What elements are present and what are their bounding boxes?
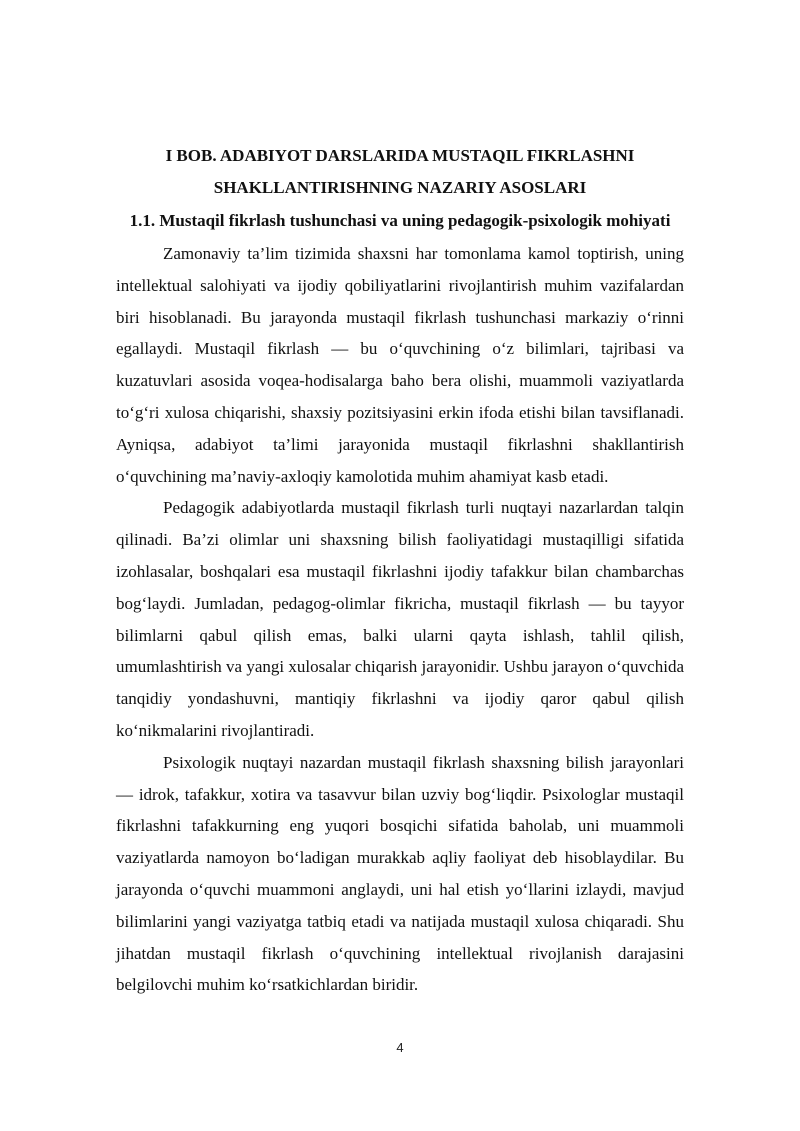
paragraph-1: Zamonaviy ta’lim tizimida shaxsni har tomonlama kamol toptirish, uning intellektual salohiyati va ijodiy qobiliyatlarini rivojlantirish muhim vazifalardan biri hisoblanadi. Bu jarayonda mustaqil fikrlash tushunchasi markaziy o‘rinni egallaydi. Mustaqil fikrlash — bu o‘quvchining o‘z bilimlari, tajribasi va kuzatuvlari asosida voqea-hodisalarga baho bera olishi, muammoli vaziyatlarda to‘g‘ri xulosa chiqarishi, shaxsiy pozitsiyasini erkin ifoda etishi bilan tavsiflanadi. Ayniqsa, adabiyot ta’limi jarayonida mustaqil fikrlashni shakllantirish o‘quvchining ma’naviy-axloqiy kamolotida muhim ahamiyat kasb etadi. [116, 244, 684, 486]
chapter-title [116, 140, 684, 204]
chapter-title-line-2: SHAKLLANTIRISHNING NAZARIY ASOSLARI [213, 178, 587, 197]
section-title: 1.1. Mustaqil fikrlash tushunchasi va uning pedagogik-psixologik mohiyati [129, 211, 671, 230]
page-number: 4 [396, 1040, 404, 1055]
paragraph-3: Psixologik nuqtayi nazardan mustaqil fikrlash shaxsning bilish jarayonlari — idrok, tafakkur, xotira va tasavvur bilan uzviy bog‘liqdir. Psixologlar mustaqil fikrlashni tafakkurning eng yuqori bosqichi sifatida baholab, uni muammoli vaziyatlarda namoyon bo‘ladigan murakkab aqliy faoliyat deb hisoblaydilar. Bu jarayonda o‘quvchi muammoni anglaydi, uni hal etish yo‘llarini izlaydi, mavjud bilimlarini yangi vaziyatga tatbiq etadi va natijada mustaqil xulosa chiqaradi. Shu jihatdan mustaqil fikrlash o‘quvchining intellektual rivojlanish darajasini belgilovchi muhim ko‘rsatkichlardan biridir. [116, 752, 684, 995]
paragraph-2: Pedagogik adabiyotlarda mustaqil fikrlash turli nuqtayi nazarlardan talqin qilinadi. Ba’zi olimlar uni shaxsning bilish faoliyatidagi mustaqilligi sifatida izohlasalar, boshqalari esa mustaqil fikrlashni ijodiy tafakkur bilan chambarchas bog‘laydi. Jumladan, pedagog-olimlar fikricha, mustaqil fikrlash — bu tayyor bilimlarni qabul qilish emas, balki ularni qayta ishlash, tahlil qilish, umumlashtirish va yangi xulosalar chiqarish jarayonidir. Ushbu jarayon o‘quvchida tanqidiy yondashuvni, mantiqiy fikrlashni va ijodiy qaror qabul qilish ko‘nikmalarini rivojlantiradi. [116, 498, 684, 740]
chapter-title-line-1: I BOB. ADABIYOT DARSLARIDA MUSTAQIL FIKRLASHNI [165, 146, 635, 165]
document-page [116, 140, 684, 1001]
